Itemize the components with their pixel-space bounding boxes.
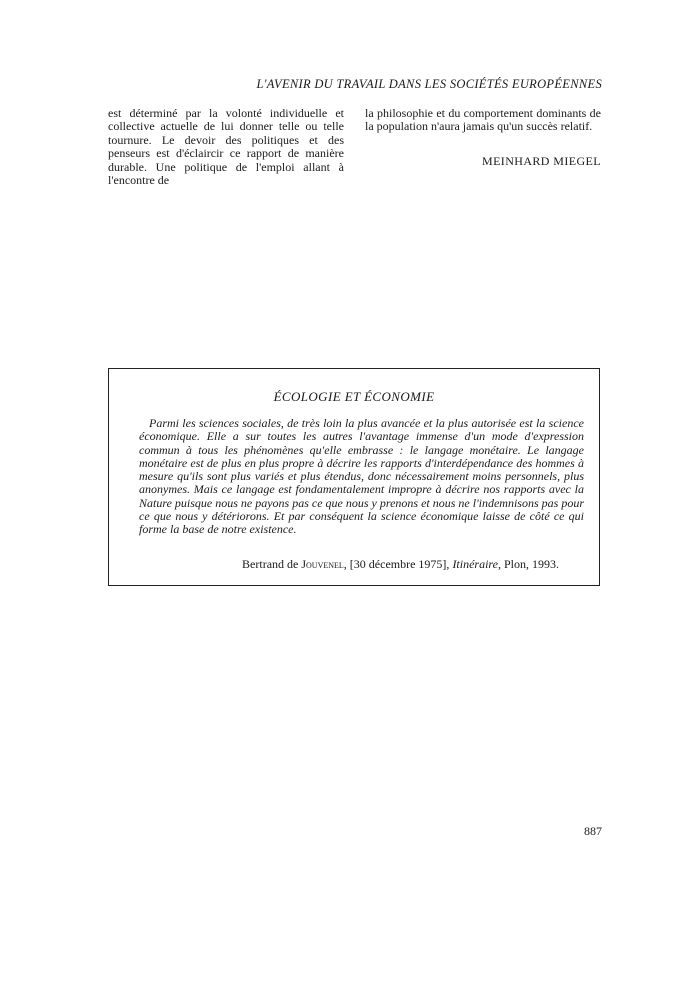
article-right-column: la philosophie et du comportement dominants de la population n'aura jamais qu'un succès relatif. (365, 106, 601, 134)
author-signature: MEINHARD MIEGEL (482, 154, 601, 168)
citation-prefix: Bertrand de (242, 557, 302, 571)
box-citation (242, 557, 559, 572)
article-left-column: est déterminé par la volonté individuelle et collective actuelle de lui donner telle ou telle tournure. Le devoir des politiques et des penseurs est d'éclaircir ce rapport de manière durable. Une politique de l'emploi allant à l'encontre de (108, 106, 344, 188)
page-number: 887 (584, 824, 602, 838)
citation-publisher: Plon, 1993. (500, 557, 559, 571)
citation-author: Jouvenel (301, 557, 344, 571)
citation-date: , [30 décembre 1975], (343, 557, 453, 571)
box-quote: Parmi les sciences sociales, de très loin la plus avancée et la plus autorisée est la science économique. Elle a sur toutes les autres l'avantage immense d'un mode d'expression commun à tous les phénomènes qu'elle embrasse : le langage monétaire. Le langage monétaire est de plus en plus propre à décrire les rapports d'interdépendance des hommes à mesure qu'ils sont plus variés et plus étendus, donc nécessairement moins personnels, plus anonymes. Mais ce langage est fondamentalement impropre à décrire nos rapports avec la Nature puisque nous ne payons pas ce que nous y prenons et nous ne l'indemnisons pas pour ce que nous y détériorons. Et par conséquent la science économique laisse de côté ce qui forme la base de notre existence. (139, 416, 584, 537)
box-title: ÉCOLOGIE ET ÉCONOMIE (273, 389, 435, 404)
sidebar-box (108, 368, 600, 586)
citation-work: Itinéraire, (452, 557, 501, 571)
running-header: L'AVENIR DU TRAVAIL DANS LES SOCIÉTÉS EUROPÉENNES (256, 77, 602, 91)
